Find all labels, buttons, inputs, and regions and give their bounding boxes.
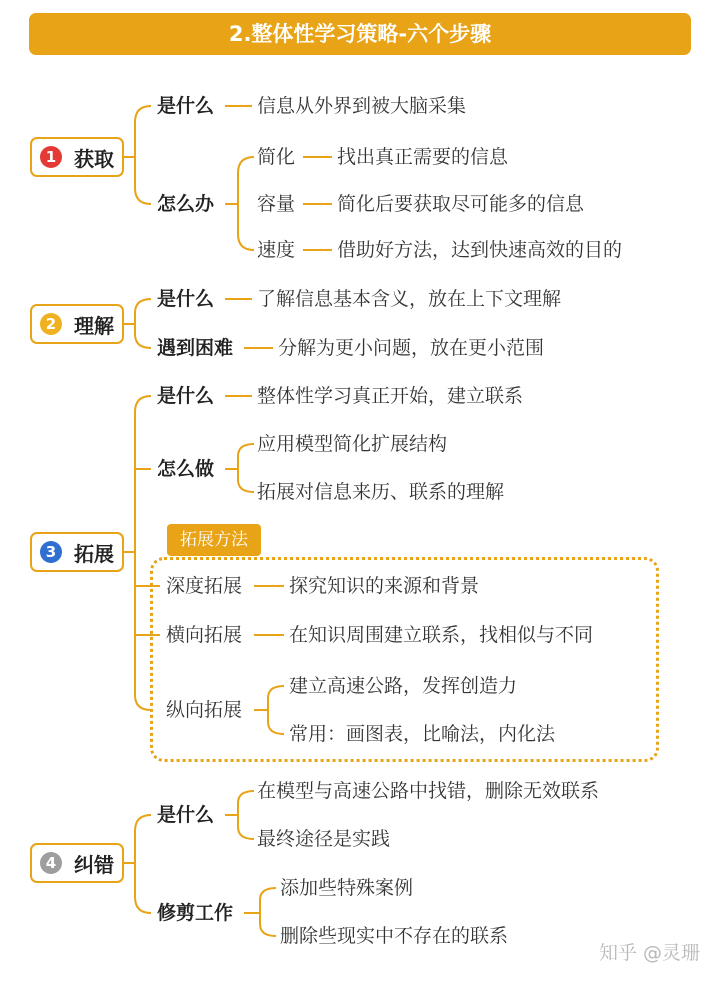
step-2-node: [30, 304, 124, 344]
step-label: 理解: [74, 313, 114, 338]
step-number-badge: 3: [40, 541, 62, 563]
leaf-text: 在知识周围建立联系，找相似与不同: [289, 624, 594, 646]
leaf-text: 拓展对信息来历、联系的理解: [257, 481, 505, 503]
method-label: 横向拓展: [166, 624, 243, 646]
leaf-text: 整体性学习真正开始，建立联系: [257, 385, 524, 407]
branch-label: 遇到困难: [157, 337, 234, 359]
page-title: 2.整体性学习策略-六个步骤: [29, 13, 691, 55]
branch-label: 是什么: [157, 95, 215, 117]
leaf-text: 找出真正需要的信息: [337, 146, 509, 168]
expansion-methods-tag: 拓展方法: [167, 524, 261, 556]
branch-label: 怎么办: [157, 193, 215, 215]
sub-branch-label: 容量: [257, 193, 296, 215]
step-4-node: [30, 843, 124, 883]
branch-label: 是什么: [157, 804, 215, 826]
step-number-badge: 2: [40, 313, 62, 335]
branch-label: 是什么: [157, 288, 215, 310]
leaf-text: 常用：画图表，比喻法，内化法: [289, 723, 556, 745]
leaf-text: 了解信息基本含义，放在上下文理解: [257, 288, 562, 310]
leaf-text: 在模型与高速公路中找错，删除无效联系: [257, 780, 600, 802]
step-3-node: [30, 532, 124, 572]
step-label: 拓展: [74, 541, 114, 566]
leaf-text: 添加些特殊案例: [280, 877, 414, 899]
step-label: 获取: [74, 146, 114, 171]
watermark: 知乎 @灵珊: [598, 942, 700, 964]
branch-label: 是什么: [157, 385, 215, 407]
sub-branch-label: 速度: [257, 239, 296, 261]
leaf-text: 建立高速公路，发挥创造力: [289, 675, 518, 697]
branch-label: 修剪工作: [157, 902, 234, 924]
sub-branch-label: 简化: [257, 146, 296, 168]
step-number-badge: 4: [40, 852, 62, 874]
step-1-node: [30, 137, 124, 177]
leaf-text: 信息从外界到被大脑采集: [257, 95, 467, 117]
step-label: 纠错: [74, 852, 114, 877]
branch-label: 怎么做: [157, 458, 215, 480]
leaf-text: 最终途径是实践: [257, 828, 391, 850]
leaf-text: 简化后要获取尽可能多的信息: [337, 193, 585, 215]
step-number-badge: 1: [40, 146, 62, 168]
leaf-text: 删除些现实中不存在的联系: [280, 925, 509, 947]
method-label: 深度拓展: [166, 575, 243, 597]
leaf-text: 应用模型简化扩展结构: [257, 433, 448, 455]
method-label: 纵向拓展: [166, 699, 243, 721]
leaf-text: 借助好方法，达到快速高效的目的: [337, 239, 623, 261]
leaf-text: 分解为更小问题，放在更小范围: [278, 337, 545, 359]
leaf-text: 探究知识的来源和背景: [289, 575, 480, 597]
